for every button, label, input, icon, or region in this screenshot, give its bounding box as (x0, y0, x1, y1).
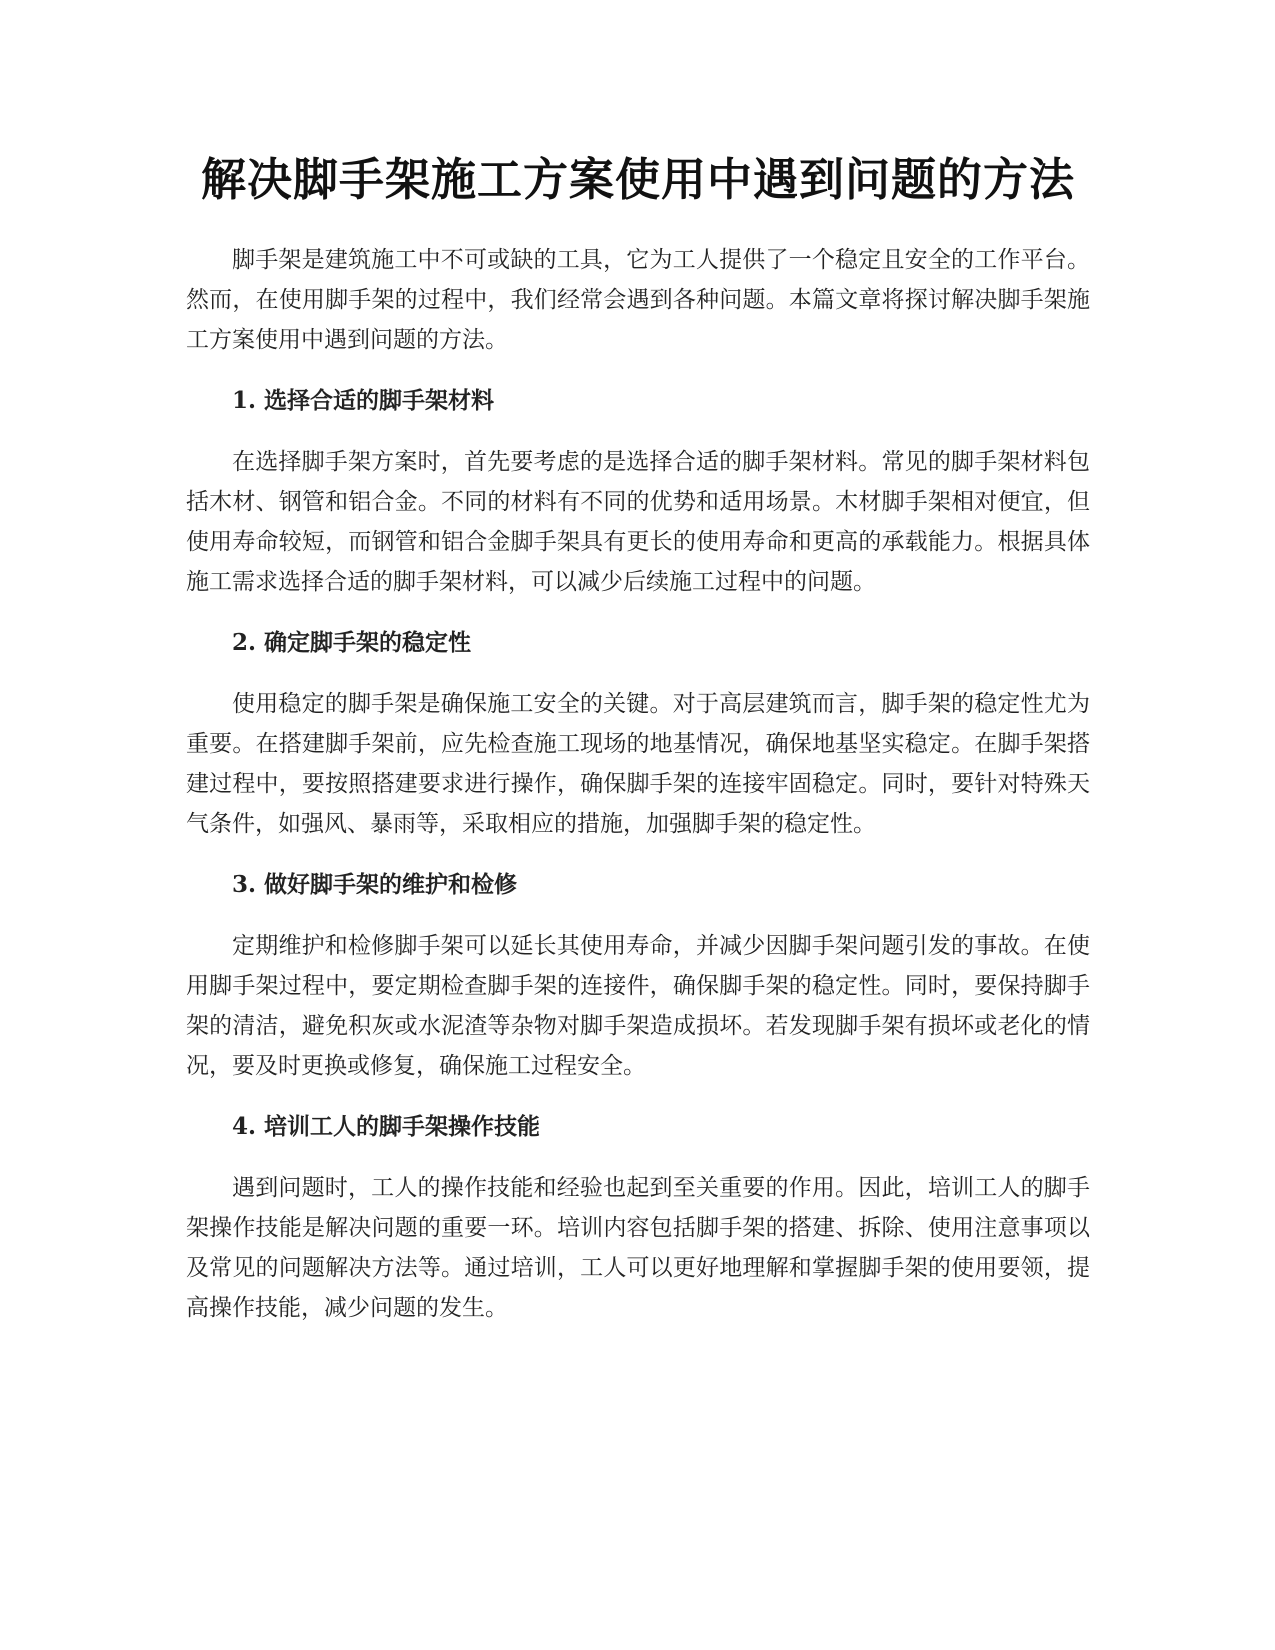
document-page (186, 150, 1090, 1328)
document-title: 解决脚手架施工方案使用中遇到问题的方法 (200, 153, 1075, 206)
intro-paragraph: 脚手架是建筑施工中不可或缺的工具，它为工人提供了一个稳定且安全的工作平台。然而，在使用脚手架的过程中，我们经常会遇到各种问题。本篇文章将探讨解决脚手架施工方案使用中遇到问题的方法。 (186, 247, 1090, 353)
section-heading-1: 1. 选择合适的脚手架材料 (232, 387, 495, 414)
section-heading-2: 2. 确定脚手架的稳定性 (232, 629, 472, 656)
section-body-4: 遇到问题时，工人的操作技能和经验也起到至关重要的作用。因此，培训工人的脚手架操作技能是解决问题的重要一环。培训内容包括脚手架的搭建、拆除、使用注意事项以及常见的问题解决方法等。通过培训，工人可以更好地理解和掌握脚手架的使用要领，提高操作技能，减少问题的发生。 (186, 1175, 1090, 1321)
section-heading-3: 3. 做好脚手架的维护和检修 (232, 871, 518, 898)
section-body-2: 使用稳定的脚手架是确保施工安全的关键。对于高层建筑而言，脚手架的稳定性尤为重要。在搭建脚手架前，应先检查施工现场的地基情况，确保地基坚实稳定。在脚手架搭建过程中，要按照搭建要求进行操作，确保脚手架的连接牢固稳定。同时，要针对特殊天气条件，如强风、暴雨等，采取相应的措施，加强脚手架的稳定性。 (186, 691, 1090, 837)
section-heading-4: 4. 培训工人的脚手架操作技能 (232, 1113, 541, 1140)
section-body-3: 定期维护和检修脚手架可以延长其使用寿命，并减少因脚手架问题引发的事故。在使用脚手架过程中，要定期检查脚手架的连接件，确保脚手架的稳定性。同时，要保持脚手架的清洁，避免积灰或水泥渣等杂物对脚手架造成损坏。若发现脚手架有损坏或老化的情况，要及时更换或修复，确保施工过程安全。 (186, 933, 1090, 1079)
section-body-1: 在选择脚手架方案时，首先要考虑的是选择合适的脚手架材料。常见的脚手架材料包括木材、钢管和铝合金。不同的材料有不同的优势和适用场景。木材脚手架相对便宜，但使用寿命较短，而钢管和铝合金脚手架具有更长的使用寿命和更高的承载能力。根据具体施工需求选择合适的脚手架材料，可以减少后续施工过程中的问题。 (186, 449, 1090, 595)
